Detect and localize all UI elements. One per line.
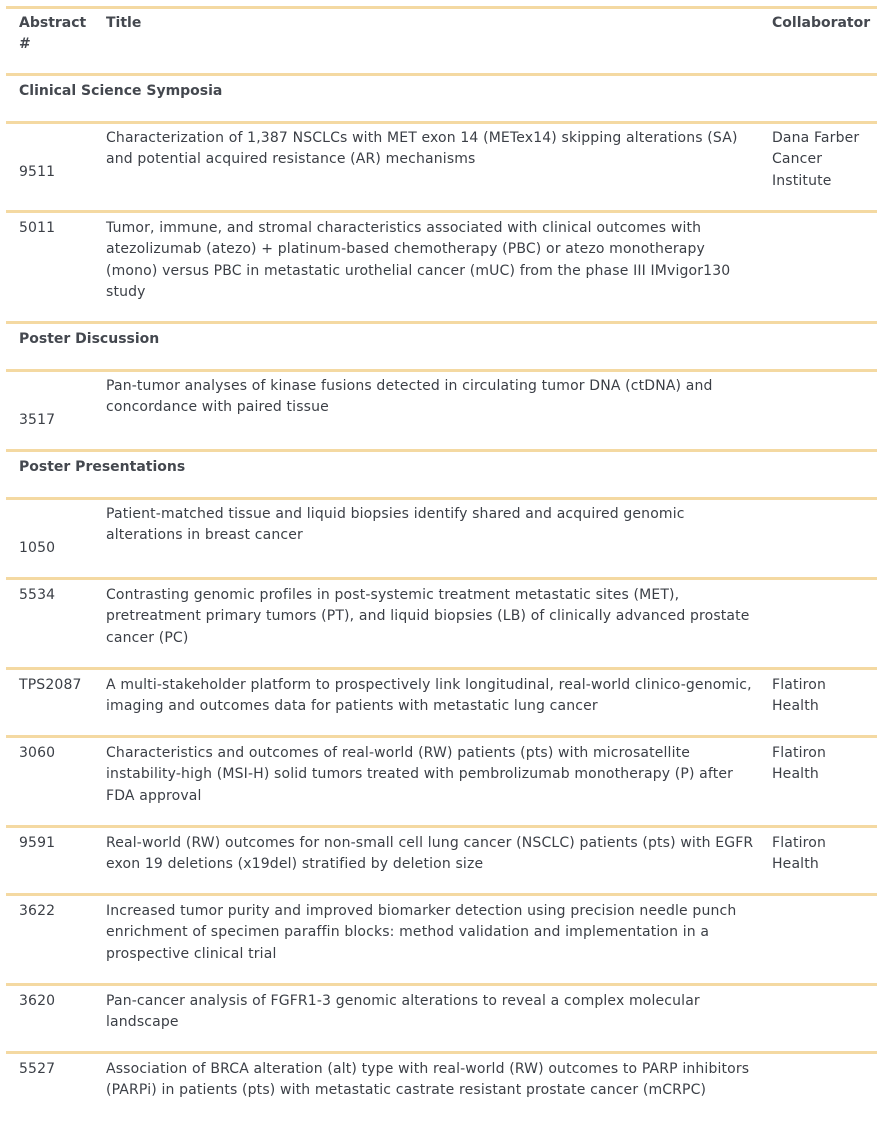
header-divider xyxy=(6,73,877,76)
abstract-title: A multi-stakeholder platform to prospectively link longitudinal, real-world clinico-genomic, imaging and outcomes data for patients with metastatic lung cancer xyxy=(106,677,752,715)
row-divider xyxy=(6,667,877,670)
section-heading: Poster Discussion xyxy=(19,331,160,347)
abstract-title: Increased tumor purity and improved biomarker detection using precision needle punch enrichment of specimen paraffin blocks: method validation and implementation in a prospective clinical trial xyxy=(106,903,737,962)
header-collaborator: Collaborator xyxy=(772,15,871,31)
abstract-title: Association of BRCA alteration (alt) type with real-world (RW) outcomes to PARP inhibitors (PARPi) in patients (pts) with metastatic castrate resistant prostate cancer (mCRPC) xyxy=(106,1061,750,1099)
row-divider xyxy=(6,449,877,452)
abstract-title: Contrasting genomic profiles in post-systemic treatment metastatic sites (MET), pretreatment primary tumors (PT), and liquid biopsies (LB) of clinically advanced prostate cancer (PC) xyxy=(106,587,750,646)
abstract-number: 3622 xyxy=(19,903,56,919)
abstract-title: Characteristics and outcomes of real-world (RW) patients (pts) with microsatellite instability-high (MSI-H) solid tumors treated with pembrolizumab monotherapy (P) after FDA approval xyxy=(106,745,734,804)
section-heading: Clinical Science Symposia xyxy=(19,83,223,99)
row-divider xyxy=(6,825,877,828)
row-divider xyxy=(6,321,877,324)
abstract-title: Pan-tumor analyses of kinase fusions detected in circulating tumor DNA (ctDNA) and concordance with paired tissue xyxy=(106,378,713,416)
row-divider xyxy=(6,369,877,372)
row-divider xyxy=(6,577,877,580)
row-divider xyxy=(6,983,877,986)
header-abstract-number: Abstract # xyxy=(19,15,87,53)
collaborator: Flatiron Health xyxy=(772,677,826,715)
collaborator: Dana Farber Cancer Institute xyxy=(772,130,860,189)
section-heading: Poster Presentations xyxy=(19,459,186,475)
header-title: Title xyxy=(106,15,142,31)
abstract-number: 9591 xyxy=(19,835,56,851)
abstract-title: Pan-cancer analysis of FGFR1-3 genomic alterations to reveal a complex molecular landscape xyxy=(106,993,700,1031)
row-divider xyxy=(6,121,877,124)
abstract-number: 9511 xyxy=(19,164,56,180)
abstract-number: 1050 xyxy=(19,540,56,556)
collaborator: Flatiron Health xyxy=(772,835,826,873)
table-top-rule xyxy=(6,6,877,9)
abstract-number: 3060 xyxy=(19,745,56,761)
abstract-title: Patient-matched tissue and liquid biopsies identify shared and acquired genomic alterations in breast cancer xyxy=(106,506,685,544)
collaborator: Flatiron Health xyxy=(772,745,826,783)
abstract-title: Tumor, immune, and stromal characteristics associated with clinical outcomes with atezolizumab (atezo) + platinum-based chemotherapy (PBC) or atezo monotherapy (mono) versus PBC in metastatic urothelial cancer (mUC) from the phase III IMvigor130 study xyxy=(106,220,731,301)
abstract-number: 5527 xyxy=(19,1061,56,1077)
abstract-number: 5011 xyxy=(19,220,56,236)
abstract-number: 3517 xyxy=(19,412,56,428)
row-divider xyxy=(6,1051,877,1054)
abstract-number: 3620 xyxy=(19,993,56,1009)
row-divider xyxy=(6,893,877,896)
row-divider xyxy=(6,210,877,213)
abstract-title: Real-world (RW) outcomes for non-small cell lung cancer (NSCLC) patients (pts) with EGFR exon 19 deletions (x19del) stratified by deletion size xyxy=(106,835,754,873)
abstract-number: 5534 xyxy=(19,587,56,603)
row-divider xyxy=(6,497,877,500)
abstract-number: TPS2087 xyxy=(19,677,82,693)
row-divider xyxy=(6,735,877,738)
abstract-title: Characterization of 1,387 NSCLCs with MET exon 14 (METex14) skipping alterations (SA) and potential acquired resistance (AR) mechanisms xyxy=(106,130,738,168)
